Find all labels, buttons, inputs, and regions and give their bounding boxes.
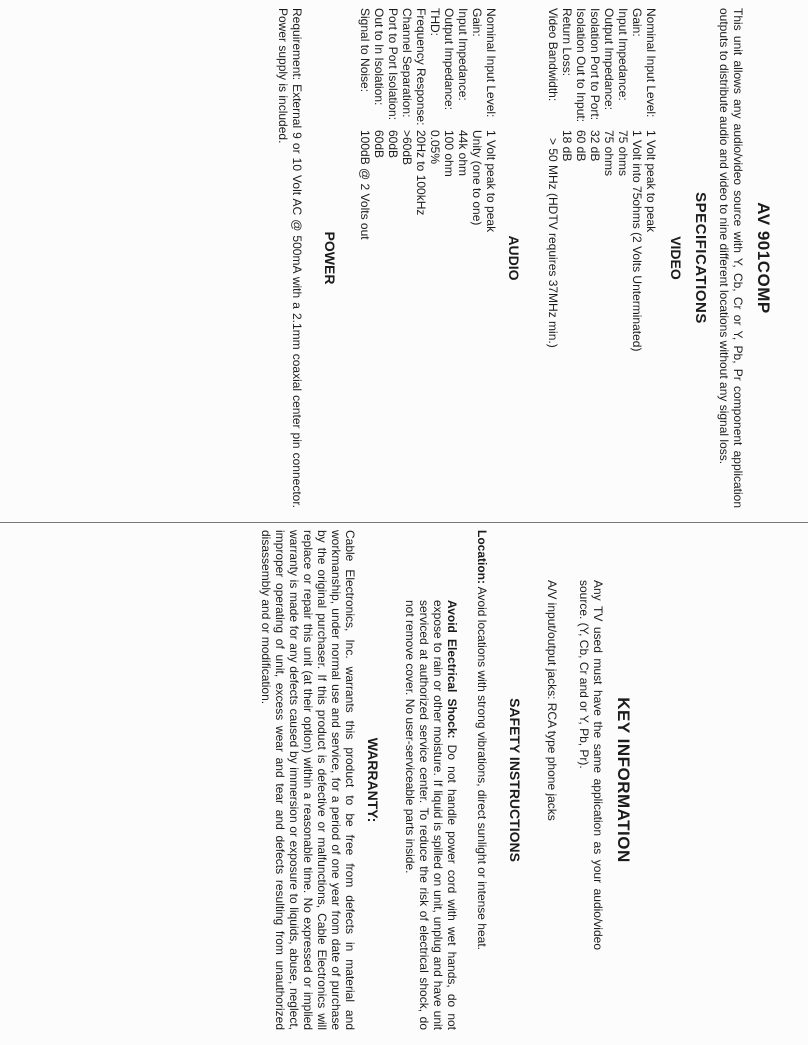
- spec-label: Video Bandwidth:: [546, 8, 560, 102]
- spec-label: Return Loss:: [560, 8, 574, 77]
- audio-heading: AUDIO: [506, 235, 522, 281]
- shock-label: Avoid Electrical Shock:: [445, 600, 459, 739]
- safety-instructions-heading: SAFETY INSTRUCTIONS: [507, 698, 523, 862]
- table-row: [630, 8, 644, 351]
- spec-label: THD:: [428, 8, 442, 36]
- spec-value: > 50 MHz (HDTV requires 37MHz min.): [546, 138, 560, 348]
- spec-label: Channel Separation:: [400, 8, 414, 118]
- page-divider: [0, 522, 808, 523]
- location-paragraph: [475, 530, 489, 1030]
- spec-label: Output Impedance:: [442, 8, 456, 111]
- spec-label: Nominal Input Level:: [484, 8, 498, 118]
- info-section: [35, 530, 775, 1030]
- spec-value: 100dB @ 2 Volts out: [358, 130, 372, 240]
- spec-value: 1 Volt peak to peak: [484, 130, 498, 233]
- table-row: [644, 8, 658, 351]
- spec-label: Isolation Port to Port:: [588, 8, 602, 121]
- spec-label: Signal to Noise:: [358, 8, 372, 93]
- spec-value: 60dB: [372, 130, 386, 159]
- table-row: [574, 8, 588, 351]
- spec-sheet-section: [35, 8, 775, 508]
- spec-value: 32 dB: [588, 130, 602, 162]
- table-row: [414, 8, 428, 240]
- warranty-heading: WARRANTY:: [365, 737, 381, 823]
- power-heading: POWER: [322, 231, 338, 285]
- table-row: [442, 8, 456, 240]
- video-spec-table: [546, 8, 658, 351]
- spec-label: Port to Port Isolation:: [386, 8, 400, 121]
- spec-label: Nominal Input Level:: [644, 8, 658, 118]
- table-row: [560, 8, 574, 351]
- spec-value: 18 dB: [560, 130, 574, 162]
- spec-label: Output Impedance:: [602, 8, 616, 111]
- audio-spec-table: [358, 8, 498, 240]
- table-row: [602, 8, 616, 351]
- location-text: Avoid locations with strong vibrations, direct sunlight or intense heat.: [475, 586, 489, 950]
- warranty-text: Cable Electronics, Inc. warrants this product to be free from defects in material and workmanship, under normal use and service, for a period of one year from date of purchase by the original purchaser. If this product is defective or malfunctions, Cable Electronics will replace or repair this unit (at their option) within a reasonable time. No expressed or implied warranty is made for any defects caused by immersion or exposure to liquids, abuse, neglect, improper operating of unit, excess wear and tear and defects resulting from unauthorized disassembly and or modification.: [259, 530, 357, 1030]
- spec-value: 75 ohms: [602, 130, 616, 177]
- table-row: [588, 8, 602, 351]
- spec-label: Frequency Response:: [414, 8, 428, 126]
- specifications-heading: SPECIFICATIONS: [692, 192, 709, 324]
- key-information-text: Any TV used must have the same application as your audio/video source. (Y, Cb, Cr and or Y, Pb, Pr).: [577, 580, 605, 950]
- spec-label: Isolation Out to Input:: [574, 8, 588, 123]
- table-row: [546, 8, 560, 351]
- shock-paragraph: [403, 530, 459, 1030]
- spec-value: 60 dB: [574, 130, 588, 162]
- spec-value: 100 ohm: [442, 130, 456, 177]
- spec-value: >60dB: [400, 130, 414, 166]
- spec-label: Input Impedance:: [456, 8, 470, 101]
- spec-value: 20Hz to 100kHz: [414, 130, 428, 216]
- spec-label: Gain:: [470, 8, 484, 37]
- table-row: [456, 8, 470, 240]
- spec-value: Unity (one to one): [470, 130, 484, 226]
- table-row: [484, 8, 498, 240]
- table-row: [358, 8, 372, 240]
- jacks-text: A/V input/output jacks: RCA type phone jacks: [545, 580, 559, 821]
- spec-value: 1 Volt into 75ohms (2 Volts Unterminated): [630, 130, 644, 352]
- intro-text: This unit allows any audio/video source with Y, Cb, Cr or Y, Pb, Pr component application outputs to distribute audio and video to nine different locations without any signal loss.: [717, 8, 745, 508]
- table-row: [616, 8, 630, 351]
- spec-value: 75 ohms: [616, 130, 630, 177]
- video-heading: VIDEO: [668, 236, 684, 280]
- spec-label: Out to In Isolation:: [372, 8, 386, 106]
- product-title: AV 901COMP: [754, 202, 773, 314]
- spec-value: 44k ohm: [456, 130, 470, 177]
- table-row: [386, 8, 400, 240]
- spec-label: Gain:: [630, 8, 644, 37]
- power-text: Requirement: External 9 or 10 Volt AC @ 500mA with a 2.1mm coaxial center pin connector. Power supply is included.: [276, 8, 304, 508]
- spec-label: Input Impedance:: [616, 8, 630, 101]
- location-label: Location:: [475, 530, 489, 584]
- table-row: [470, 8, 484, 240]
- table-row: [428, 8, 442, 240]
- spec-value: 1 Volt peak to peak: [644, 130, 658, 233]
- shock-text: Do not handle power cord with wet hands, do not expose to rain or other moisture. If liquid is spilled on unit, unplug and have unit serviced at authorized service center. To reduce the risk of electrical shock, do not remove cover. No user-serviceable parts inside.: [403, 600, 459, 1030]
- spec-value: 60dB: [386, 130, 400, 159]
- table-row: [372, 8, 386, 240]
- spec-value: 0.05%: [428, 130, 442, 165]
- table-row: [400, 8, 414, 240]
- key-information-heading: KEY INFORMATION: [614, 697, 633, 863]
